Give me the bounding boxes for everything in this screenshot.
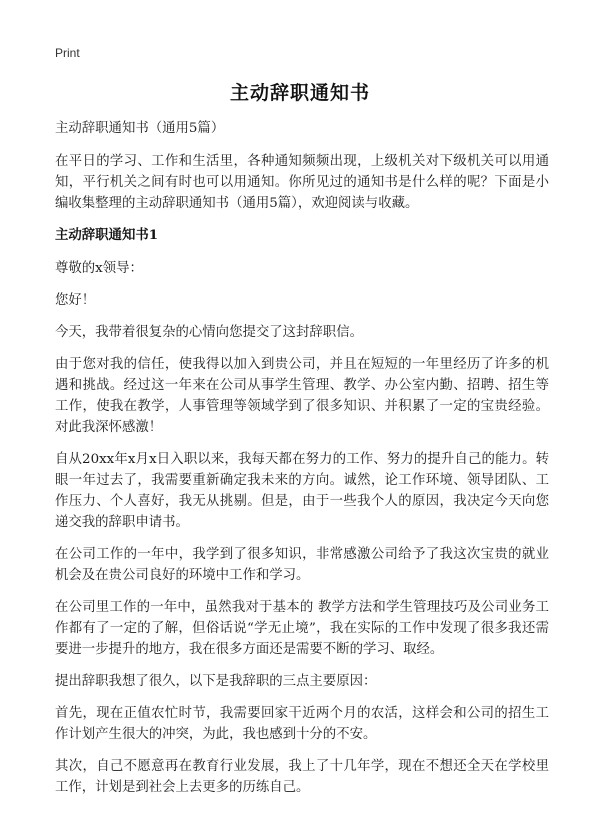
document-body xyxy=(55,118,549,809)
body-paragraph: 其次，自己不愿意再在教育行业发展，我上了十几年学，现在不想还全天在学校里工作，计划是到社会上去更多的历练自己。 xyxy=(55,759,549,795)
greeting: 您好！ xyxy=(55,293,96,308)
body-paragraph: 自从20xx年x月x日入职以来，我每天都在努力的工作、努力的提升自己的能力。转眼一年过去了，我需要重新确定我未来的方向。诚然，论工作环境、领导团队、工作压力、个人喜好，我无从挑剔。但是，由于一些我个人的原因，我决定今天向您递交我的辞职申请书。 xyxy=(55,452,549,530)
page-title: 主动辞职通知书 xyxy=(229,82,370,104)
salutation: 尊敬的x领导： xyxy=(55,261,143,276)
document-subtitle: 主动辞职通知书（通用5篇） xyxy=(55,121,225,136)
body-paragraph: 由于您对我的信任，使我得以加入到贵公司，并且在短短的一年里经历了许多的机遇和挑战。经过这一年来在公司从事学生管理、教学、办公室内勤、招聘、招生等工作，使我在教学，人事管理等领域学到了很多知识、并积累了一定的宝贵经验。对此我深怀感激！ xyxy=(55,357,549,435)
body-paragraph: 今天，我带着很复杂的心情向您提交了这封辞职信。 xyxy=(55,325,363,340)
body-paragraph: 首先，现在正值农忙时节，我需要回家干近两个月的农活，这样会和公司的招生工作计划产生很大的冲突，为此，我也感到十分的不安。 xyxy=(55,706,549,742)
print-link[interactable]: Print xyxy=(55,46,80,60)
intro-paragraph: 在平日的学习、工作和生活里，各种通知频频出现，上级机关对下级机关可以用通知，平行机关之间有时也可以用通知。你所见过的通知书是什么样的呢？下面是小编收集整理的主动辞职通知书（通用5篇），欢迎阅读与收藏。 xyxy=(55,154,549,211)
body-paragraph: 提出辞职我想了很久，以下是我辞职的三点主要原因： xyxy=(55,674,377,689)
body-paragraph: 在公司工作的一年中，我学到了很多知识，非常感激公司给予了我这次宝贵的就业机会及在贵公司良好的环境中工作和学习。 xyxy=(55,547,549,583)
body-paragraph: 在公司里工作的一年中，虽然我对于基本的 教学方法和学生管理技巧及公司业务工作都有了一定的了解，但俗话说“学无止境”，我在实际的工作中发现了很多我还需要进一步提升的地方，我在很多方面还是需要不断的学习、取经。 xyxy=(55,600,549,657)
section-heading: 主动辞职通知书1 xyxy=(55,227,159,243)
